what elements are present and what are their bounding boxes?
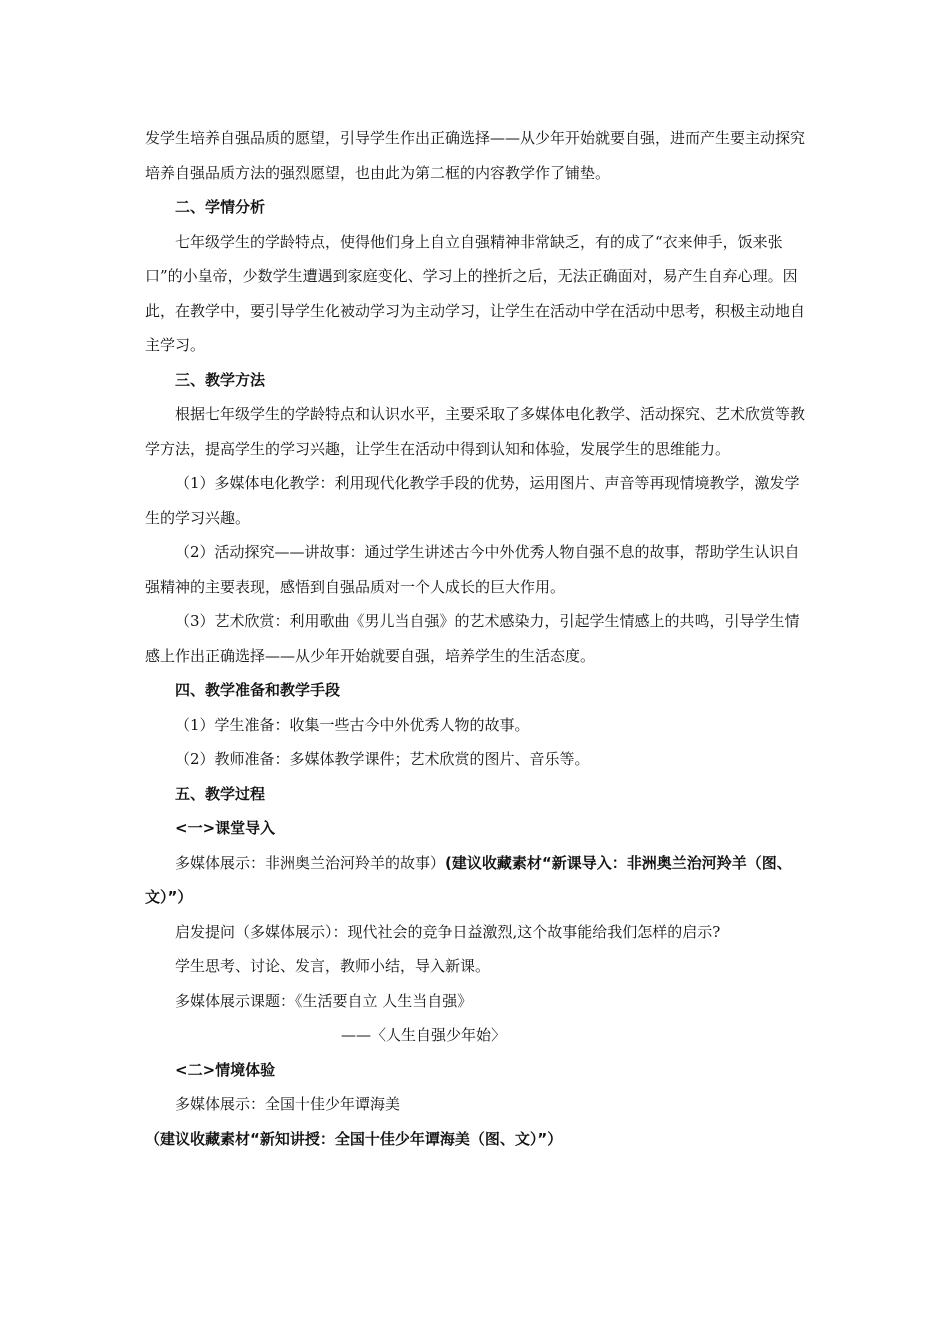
multimedia-tanhaimei-text: 多媒体展示：全国十佳少年谭海美 (175, 1095, 401, 1113)
paragraph-student-analysis: 七年级学生的学龄特点，使得他们身上自立自强精神非常缺乏，有的成了“衣来伸手，饭来张口”的小皇帝，少数学生遭遇到家庭变化、学习上的挫折之后，无法正确面对，易产生自弃心理。因此，在教学中，要引导学生化被动学习为主动学习，让学生在活动中学在活动中思考，积极主动地自主学习。 (145, 232, 806, 354)
document-body (145, 121, 813, 1156)
paragraph-teaching-methods: 根据七年级学生的学龄特点和认识水平，主要采取了多媒体电化教学、活动探究、艺术欣赏等教学方法，提高学生的学习兴趣，让学生在活动中得到认知和体验，发展学生的思维能力。 (145, 405, 806, 458)
heading-preparation: 四、教学准备和教学手段 (175, 681, 341, 699)
paragraph-multimedia-tanhaimei (145, 1087, 813, 1156)
paragraph-prep-student: （1）学生准备：收集一些古今中外优秀人物的故事。 (175, 715, 530, 734)
paragraph-continuation: 发学生培养自强品质的愿望，引导学生作出正确选择——从少年开始就要自强，进而产生要主动探究培养自强品质方法的强烈愿望，也由此为第二框的内容教学作了铺垫。 (145, 129, 806, 182)
heading-intro: <一>课堂导入 (175, 819, 276, 837)
heading-situation: <二>情境体验 (175, 1060, 276, 1079)
paragraph-multimedia-story (145, 846, 813, 915)
heading-student-analysis: 二、学情分析 (175, 198, 266, 216)
heading-teaching-methods: 三、教学方法 (175, 370, 266, 389)
paragraph-lesson-title: 多媒体展示课题：《生活要自立 人生当自强》 (175, 991, 473, 1010)
paragraph-method-1: （1）多媒体电化教学：利用现代化教学手段的优势，运用图片、声音等再现情境教学，激发学生的学习兴趣。 (145, 474, 800, 527)
paragraph-method-2: （2）活动探究——讲故事：通过学生讲述古今中外优秀人物自强不息的故事，帮助学生认识自强精神的主要表现，感悟到自强品质对一个人成长的巨大作用。 (145, 543, 800, 596)
multimedia-story-text: 多媒体展示：非洲奥兰治河羚羊的故事） (175, 853, 446, 872)
suggested-material-1: (建议收藏素材“新课导入：非洲奥兰治河羚羊（图、文）”） (145, 853, 792, 906)
suggested-material-2: （建议收藏素材“新知讲授：全国十佳少年谭海美（图、文）”） (145, 1129, 563, 1148)
paragraph-discussion: 学生思考、讨论、发言，教师小结，导入新课。 (175, 957, 491, 975)
paragraph-question: 启发提问（多媒体展示）：现代社会的竞争日益激烈,这个故事能给我们怎样的启示? (175, 922, 721, 941)
paragraph-lesson-subtitle: ——〈人生自强少年始〉 (341, 1026, 507, 1044)
heading-process: 五、教学过程 (175, 784, 266, 803)
paragraph-method-3: （3）艺术欣赏：利用歌曲《男儿当自强》的艺术感染力，引起学生情感上的共鸣，引导学生情感上作出正确选择——从少年开始就要自强，培养学生的生活态度。 (145, 612, 800, 665)
paragraph-prep-teacher: （2）教师准备：多媒体教学课件；艺术欣赏的图片、音乐等。 (175, 750, 590, 768)
